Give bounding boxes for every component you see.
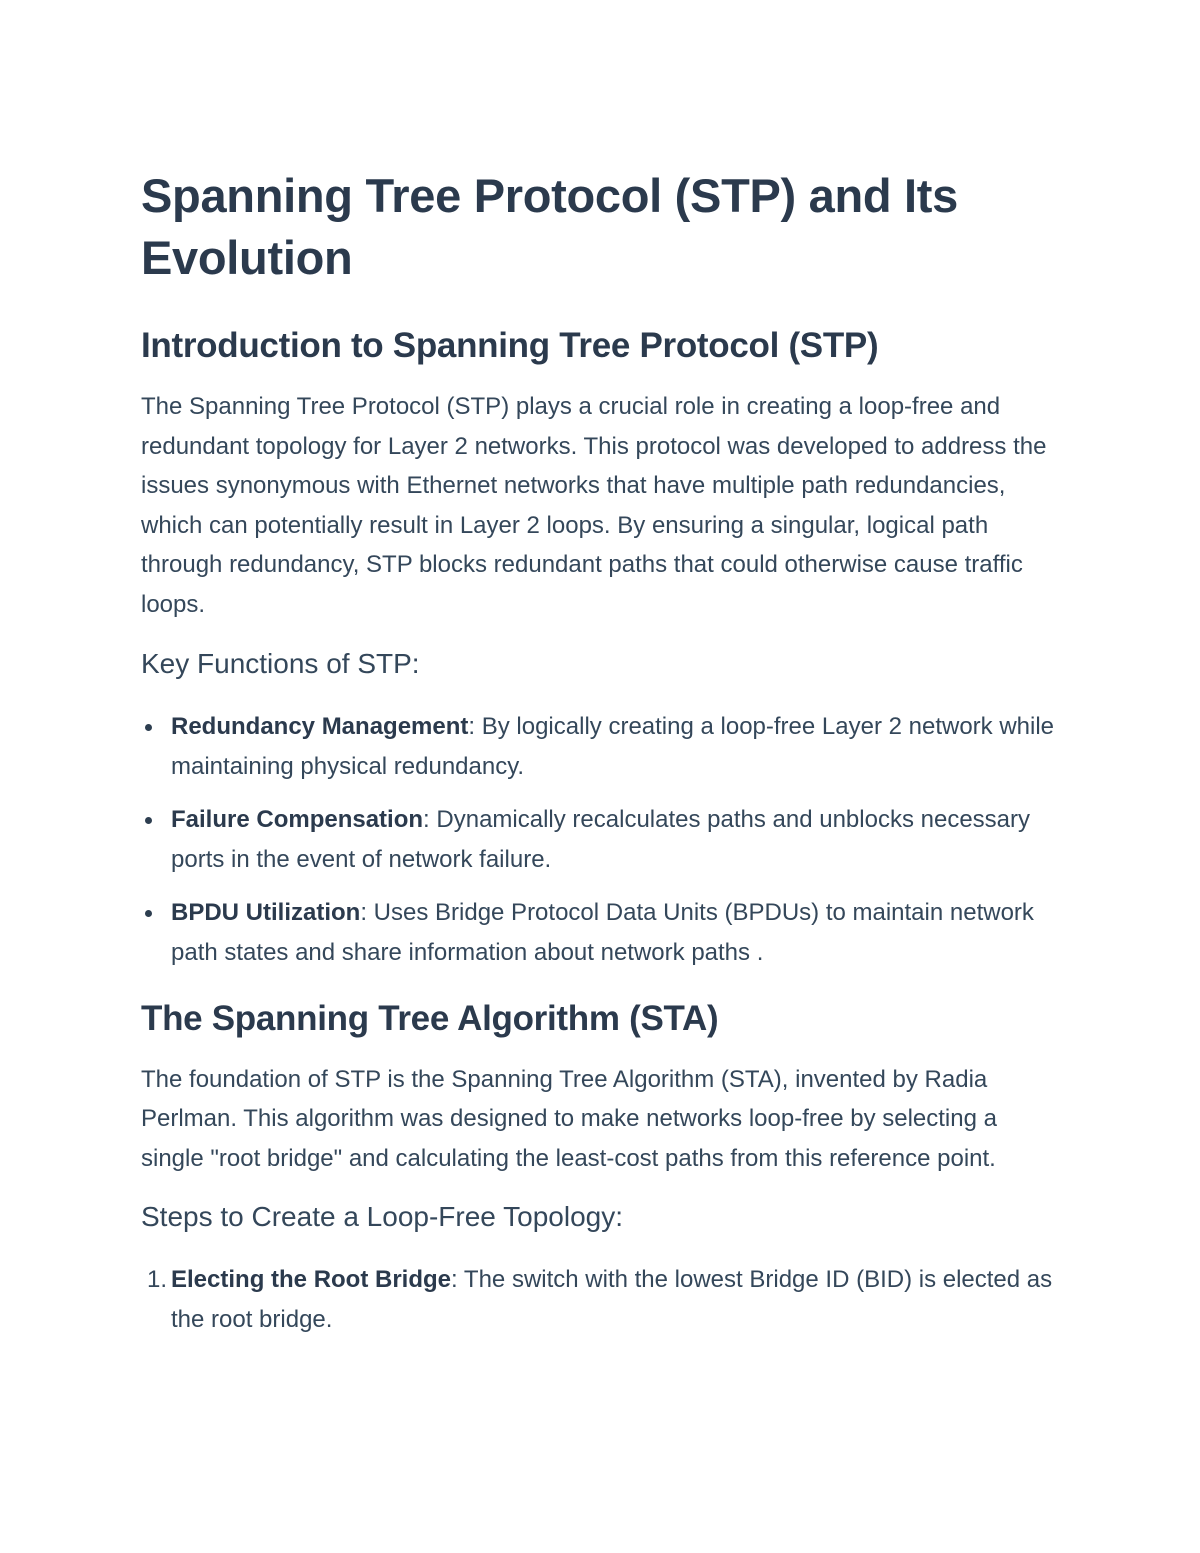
list-item-term: BPDU Utilization [171,898,361,926]
intro-paragraph: The Spanning Tree Protocol (STP) plays a crucial role in creating a loop-free and redundant topology for Layer 2 networks. This protocol was developed to address the issues synonymous with Ethernet networks that have multiple path redundancies, which can potentially result in Layer 2 loops. By ensuring a singular, logical path through redundancy, STP blocks redundant paths that could otherwise cause traffic loops. [141,393,1047,618]
list-item-text: Dynamically recalculates paths and unblocks necessary ports in the event of network failure. [171,805,1031,873]
list-item-term: Electing the Root Bridge [171,1266,452,1294]
list-item-separator: : [451,1266,458,1294]
document-title: Spanning Tree Protocol (STP) and Its Evolution [141,169,959,284]
list-item-separator: : [423,805,430,833]
section-heading-intro: Introduction to Spanning Tree Protocol (STP) [141,326,879,365]
list-item-separator: : [468,712,476,740]
subheading-steps: Steps to Create a Loop-Free Topology: [141,1201,624,1233]
section-heading-sta: The Spanning Tree Algorithm (STA) [141,998,719,1038]
list-item [141,800,1060,880]
steps-list [141,1260,1060,1340]
step-number: 1. [147,1266,168,1294]
list-item [141,1260,1060,1340]
key-functions-list [141,707,1060,973]
list-item-text: Uses Bridge Protocol Data Units (BPDUs) to maintain network path states and share information about network paths . [171,898,1034,966]
list-item [141,707,1060,787]
list-item-separator: : [360,898,367,926]
list-item-text: The switch with the lowest Bridge ID (BID) is elected as the root bridge. [171,1266,1053,1334]
list-item [141,893,1060,973]
sta-paragraph: The foundation of STP is the Spanning Tree Algorithm (STA), invented by Radia Perlman. This algorithm was designed to make networks loop-free by selecting a single "root bridge" and calculating the least-cost paths from this reference point. [141,1065,997,1172]
subheading-key-functions: Key Functions of STP: [141,647,420,679]
list-item-text: By logically creating a loop-free Layer 2 network while maintaining physical redundancy. [171,712,1055,780]
list-item-term: Redundancy Management [171,712,469,740]
list-item-term: Failure Compensation [171,805,424,833]
